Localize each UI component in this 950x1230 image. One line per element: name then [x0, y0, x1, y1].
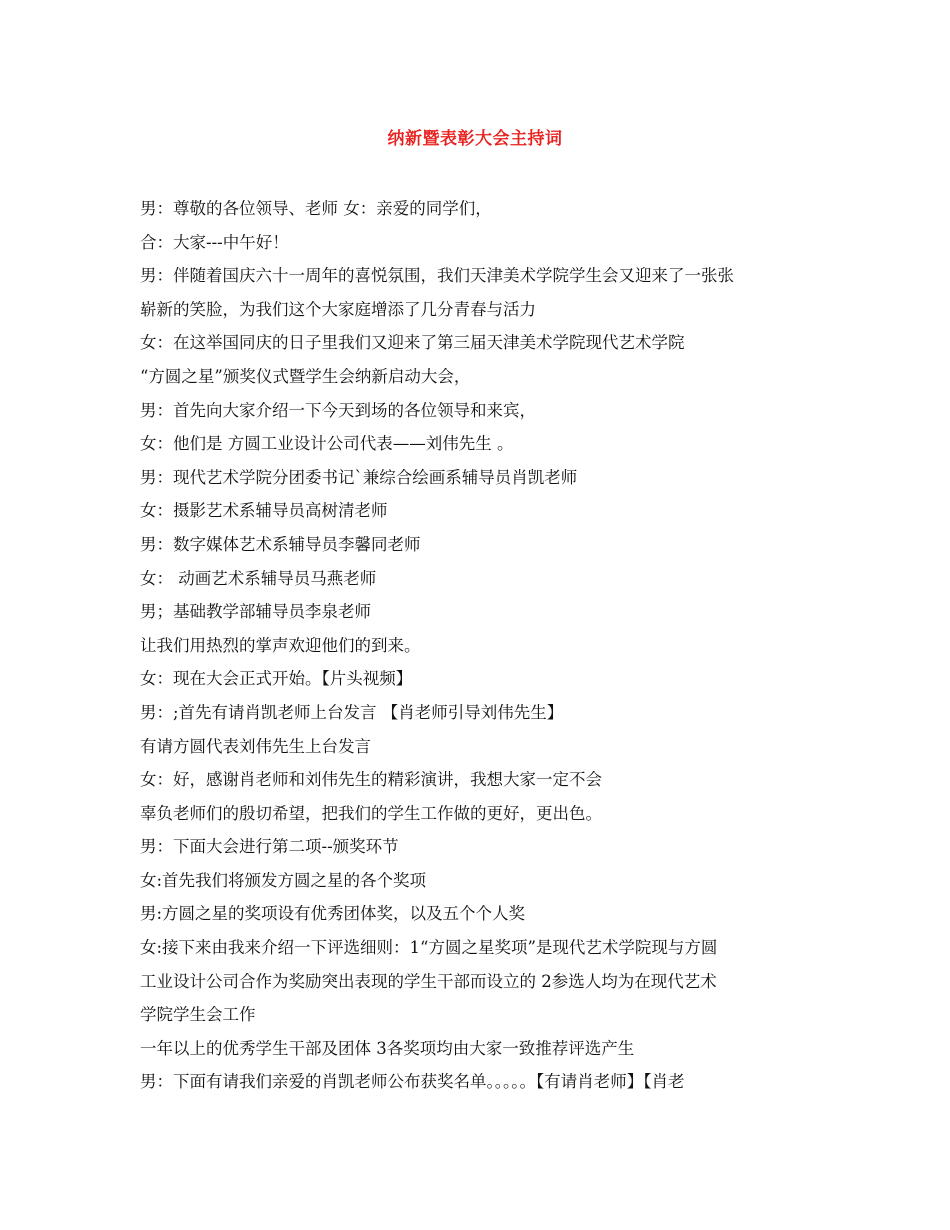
- text-line: 女：他们是 方圆工业设计公司代表——刘伟先生 。: [140, 434, 514, 454]
- text-line: 男；基础教学部辅导员李泉老师: [140, 602, 371, 622]
- text-line: 有请方圆代表刘伟先生上台发言: [140, 736, 371, 756]
- text-line: 男：现代艺术学院分团委书记`兼综合绘画系辅导员肖凯老师: [140, 467, 578, 487]
- text-line: 女：在这举国同庆的日子里我们又迎来了第三届天津美术学院现代艺术学院: [140, 333, 685, 353]
- text-line: 合：大家---中午好！: [140, 232, 289, 252]
- text-line: 辜负老师们的殷切希望，把我们的学生工作做的更好，更出色。: [140, 803, 602, 823]
- text-line: 男：下面有请我们亲爱的肖凯老师公布获奖名单。。。。。【有请肖老师】【肖老: [140, 1072, 685, 1092]
- text-line: 崭新的笑脸，为我们这个大家庭增添了几分青春与活力: [140, 299, 536, 319]
- text-line: 女:首先我们将颁发方圆之星的各个奖项: [140, 870, 427, 890]
- text-line: 一年以上的优秀学生干部及团体 3各奖项均由大家一致推荐评选产生: [140, 1038, 635, 1058]
- text-line: 女：好，感谢肖老师和刘伟先生的精彩演讲，我想大家一定不会: [140, 770, 602, 790]
- text-line: 学院学生会工作: [140, 1005, 256, 1025]
- document-body: [140, 192, 816, 1099]
- text-line: 女：摄影艺术系辅导员高树清老师: [140, 501, 388, 521]
- text-line: 男：;首先有请肖凯老师上台发言 【肖老师引导刘伟先生】: [140, 702, 564, 722]
- text-line: 男：数字媒体艺术系辅导员李馨同老师: [140, 534, 421, 554]
- text-line: 工业设计公司合作为奖励突出表现的学生干部而设立的 2参选人均为在现代艺术: [140, 971, 717, 991]
- text-line: 女：现在大会正式开始。【片头视频】: [140, 669, 413, 689]
- document-title: 纳新暨表彰大会主持词: [387, 129, 563, 149]
- text-line: 男：伴随着国庆六十一周年的喜悦氛围，我们天津美术学院学生会又迎来了一张张: [140, 266, 734, 286]
- text-line: 男：尊敬的各位领导、老师 女：亲爱的同学们，: [140, 199, 492, 218]
- text-line: “方圆之星”颁奖仪式暨学生会纳新启动大会，: [140, 366, 471, 386]
- text-line: 男：首先向大家介绍一下今天到场的各位领导和来宾，: [140, 400, 536, 420]
- text-line: 男：下面大会进行第二项--颁奖环节: [140, 837, 399, 857]
- text-line: 女:接下来由我来介绍一下评选细则：1“方圆之星奖项”是现代艺术学院现与方圆: [140, 938, 718, 958]
- text-line: 男:方圆之星的奖项设有优秀团体奖，以及五个个人奖: [140, 904, 526, 924]
- text-line: 让我们用热烈的掌声欢迎他们的到来。: [140, 635, 421, 655]
- text-line: 女： 动画艺术系辅导员马燕老师: [140, 568, 377, 588]
